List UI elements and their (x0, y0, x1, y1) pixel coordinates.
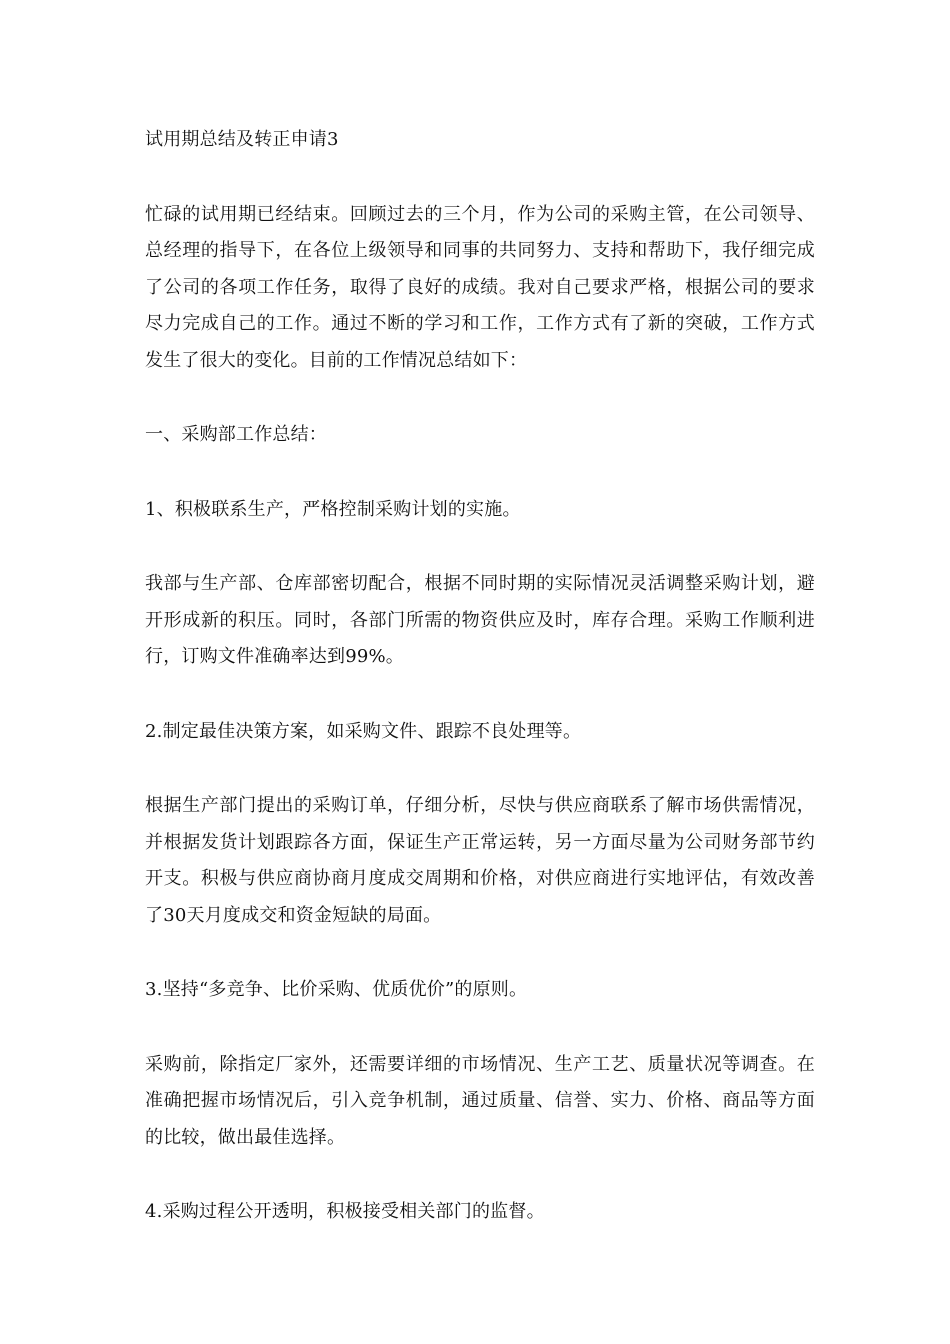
intro-paragraph: 忙碌的试用期已经结束。回顾过去的三个月，作为公司的采购主管，在公司领导、总经理的指导下，在各位上级领导和同事的共同努力、支持和帮助下，我仔细完成了公司的各项工作任务，取得了良好的成绩。我对自己要求严格，根据公司的要求尽力完成自己的工作。通过不断的学习和工作，工作方式有了新的突破，工作方式发生了很大的变化。目前的工作情况总结如下： (145, 203, 815, 371)
item-paragraph-2: 根据生产部门提出的采购订单，仔细分析，尽快与供应商联系了解市场供需情况，并根据发货计划跟踪各方面，保证生产正常运转，另一方面尽量为公司财务部节约开支。积极与供应商协商月度成交周期和价格，对供应商进行实地评估，有效改善了30天月度成交和资金短缺的局面。 (145, 795, 815, 926)
item-heading-2: 2.制定最佳决策方案，如采购文件、跟踪不良处理等。 (145, 720, 582, 742)
section-heading-purchasing-summary: 一、采购部工作总结： (145, 424, 327, 445)
item-heading-3: 3.坚持“多竞争、比价采购、优质优价”的原则。 (145, 979, 528, 1000)
item-heading-4: 4.采购过程公开透明，积极接受相关部门的监督。 (145, 1201, 545, 1222)
item-paragraph-3: 采购前，除指定厂家外，还需要详细的市场情况、生产工艺、质量状况等调查。在准确把握市场情况后，引入竞争机制，通过质量、信誉、实力、价格、商品等方面的比较，做出最佳选择。 (145, 1053, 815, 1148)
document-title: 试用期总结及转正申请3 (145, 129, 339, 150)
item-paragraph-1: 我部与生产部、仓库部密切配合，根据不同时期的实际情况灵活调整采购计划，避开形成新的积压。同时，各部门所需的物资供应及时，库存合理。采购工作顺利进行，订购文件准确率达到99%。 (145, 573, 815, 667)
item-heading-1: 1、积极联系生产，严格控制采购计划的实施。 (145, 498, 521, 520)
document-body (145, 122, 815, 1269)
